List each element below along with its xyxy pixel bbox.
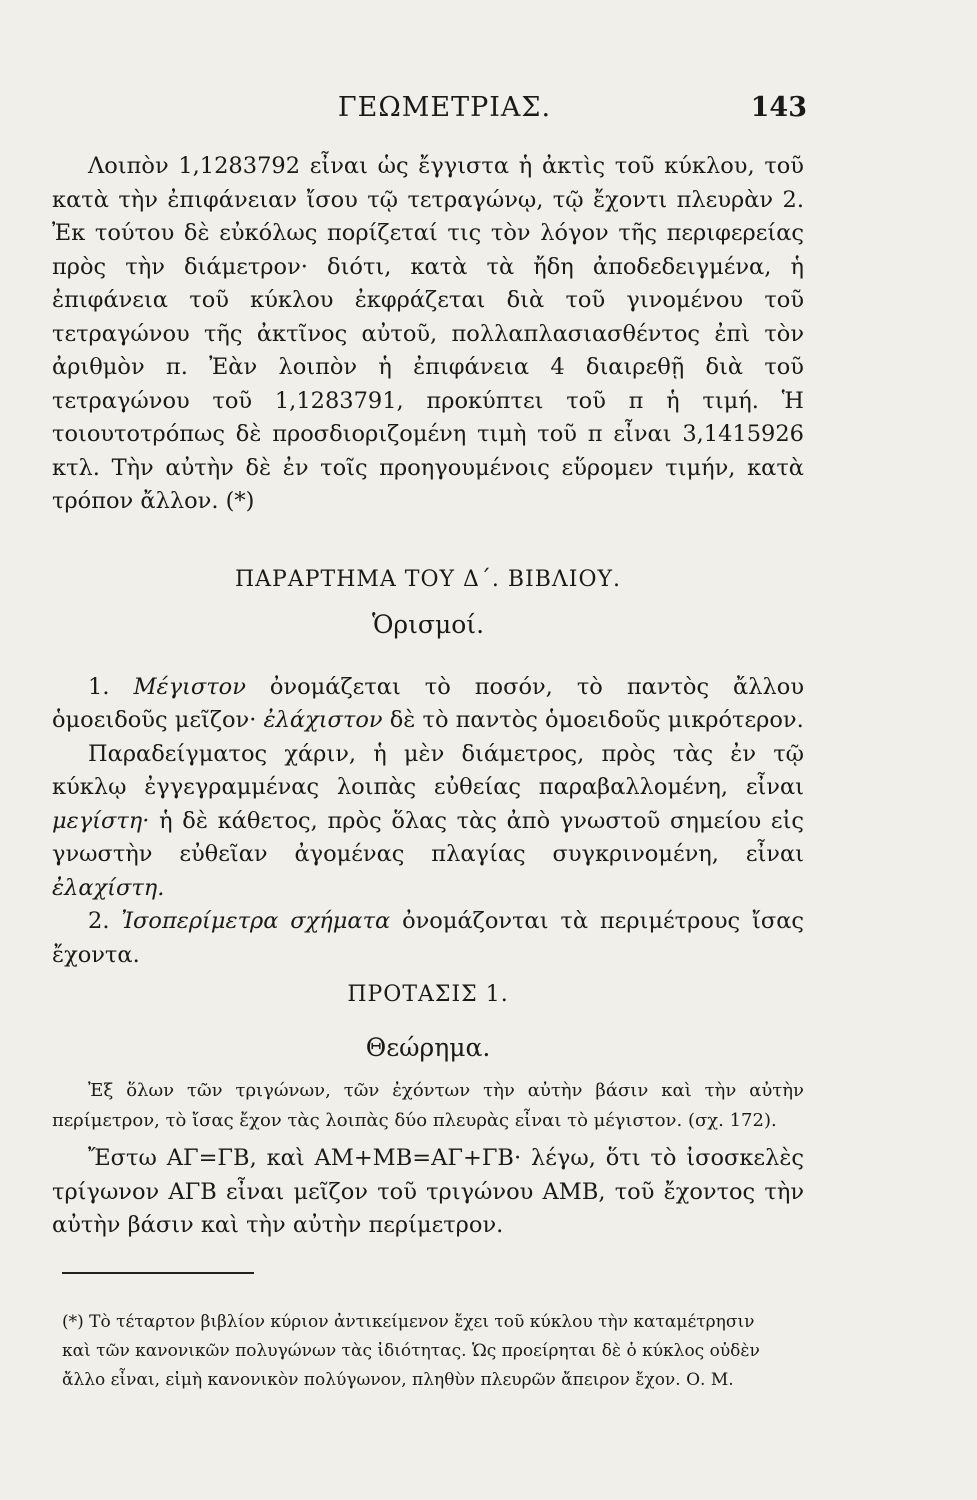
- footnote-line: (*) Τὸ τέταρτον βιβλίον κύριον ἀντικείμενον ἔχει τοῦ κύκλου τὴν καταμέτρησιν: [62, 1312, 755, 1332]
- footnote-line: ἄλλο εἶναι, εἰμὴ κανονικὸν πολύγωνον, πληθὺν πλευρῶν ἄπειρον ἔχον. Ο. Μ.: [62, 1370, 734, 1390]
- definition-1-number: 1.: [88, 673, 110, 700]
- definition-2: [52, 905, 804, 972]
- paragraph-circle-radius: Λοιπὸν 1,1283792 εἶναι ὡς ἔγγιστα ἡ ἀκτὶς τοῦ κύκλου, τοῦ κατὰ τὴν ἐπιφάνειαν ἴσου τῷ τετραγώνῳ, τῷ ἔχοντι πλευρὰν 2. Ἐκ τούτου δὲ εὐκόλως πορίζεταί τις τὸν λόγον τῆς περιφερείας πρὸς τὴν διάμετρον· διότι, κατὰ τὰ ἤδη ἀποδεδειγμένα, ἡ ἐπιφάνεια τοῦ κύκλου ἐκφράζεται διὰ τοῦ γινομένου τοῦ τετραγώνου τῆς ἀκτῖνος αὐτοῦ, πολλαπλασιασθέντος ἐπὶ τὸν ἀριθμὸν π. Ἐὰν λοιπὸν ἡ ἐπιφάνεια 4 διαιρεθῇ διὰ τοῦ τετραγώνου τοῦ 1,1283791, προκύπτει τοῦ π ἡ τιμή. Ἡ τοιουτοτρόπως δὲ προσδιοριζομένη τιμὴ τοῦ π εἶναι 3,1415926 κτλ. Τὴν αὐτὴν δὲ ἐν τοῖς προηγουμένοις εὕρομεν τιμήν, κατὰ τρόπον ἄλλον. (*): [52, 153, 804, 514]
- definition-1-term-2: ἐλάχιστον: [263, 707, 383, 733]
- page-header: [82, 92, 807, 132]
- footnote: [62, 1308, 807, 1395]
- definition-1-text: ὀνομάζεται τὸ ποσόν, τὸ παντὸς ἄλλου ὁμοειδοῦς μεῖζον·: [52, 673, 804, 733]
- proposition-heading: ΠΡΟΤΑΣΙΣ 1.: [347, 982, 509, 1007]
- definitions-heading: Ὁρισμοί.: [371, 609, 485, 639]
- appendix-heading: ΠΑΡΑΡΤΗΜΑ ΤΟΥ Δ΄. ΒΙΒΛΙΟΥ.: [234, 566, 622, 592]
- example-text-c: ἡ δὲ κάθετος, πρὸς ὅλας τὰς ἀπὸ γνωστοῦ σημείου εἰς γνωστὴν εὐθεῖαν ἀγομένας πλαγίας συγκρινομένη, εἶναι: [52, 807, 804, 867]
- footnote-divider: [62, 1272, 254, 1274]
- definition-1: [52, 671, 804, 738]
- example-term-minimum: ἐλαχίστη.: [52, 874, 165, 901]
- running-title: ΓΕΩΜΕΤΡΙΑΣ.: [337, 92, 552, 123]
- page-body: [52, 150, 804, 1243]
- definition-2-term: Ἰσοπερίμετρα σχήματα: [121, 908, 391, 934]
- definition-1-end: δὲ τὸ παντὸς ὁμοειδοῦς μικρότερον.: [389, 707, 804, 733]
- example-text-a: Παραδείγματος χάριν, ἡ μὲν διάμετρος, πρὸς τὰς ἐν τῷ κύκλῳ ἐγγεγραμμένας λοιπὰς εὐθείας παραβαλλομένη, εἶναι: [52, 740, 804, 800]
- page-number: 143: [750, 92, 807, 123]
- definition-1-term: Μέγιστον: [133, 673, 246, 700]
- footnote-line: καὶ τῶν κανονικῶν πολυγώνων τὰς ἰδιότητας. Ὡς προείρηται δὲ ὁ κύκλος οὐδὲν: [62, 1341, 760, 1361]
- example-paragraph: [52, 738, 804, 906]
- theorem-heading: Θεώρημα.: [365, 1033, 491, 1062]
- proof-intro: Ἔστω ΑΓ=ΓΒ, καὶ ΑΜ+ΜΒ=ΑΓ+ΓΒ· λέγω, ὅτι τὸ ἰσοσκελὲς τρίγωνον ΑΓΒ εἶναι μεῖζον τοῦ τριγώνου ΑΜΒ, τοῦ ἔχοντος τὴν αὐτὴν βάσιν καὶ τὴν αὐτὴν περίμετρον.: [52, 1145, 804, 1238]
- theorem-statement: Ἐξ ὅλων τῶν τριγώνων, τῶν ἐχόντων τὴν αὐτὴν βάσιν καὶ τὴν αὐτὴν περίμετρον, τὸ ἴσας ἔχον τὰς λοιπὰς δύο πλευρὰς εἶναι τὸ μέγιστον. (σχ. 172).: [52, 1080, 804, 1131]
- definition-2-number: 2.: [88, 908, 110, 934]
- example-term-maximum: μεγίστη·: [52, 807, 150, 834]
- definition-2-text: ὀνομάζονται τὰ περιμέτρους ἴσας ἔχοντα.: [52, 908, 804, 968]
